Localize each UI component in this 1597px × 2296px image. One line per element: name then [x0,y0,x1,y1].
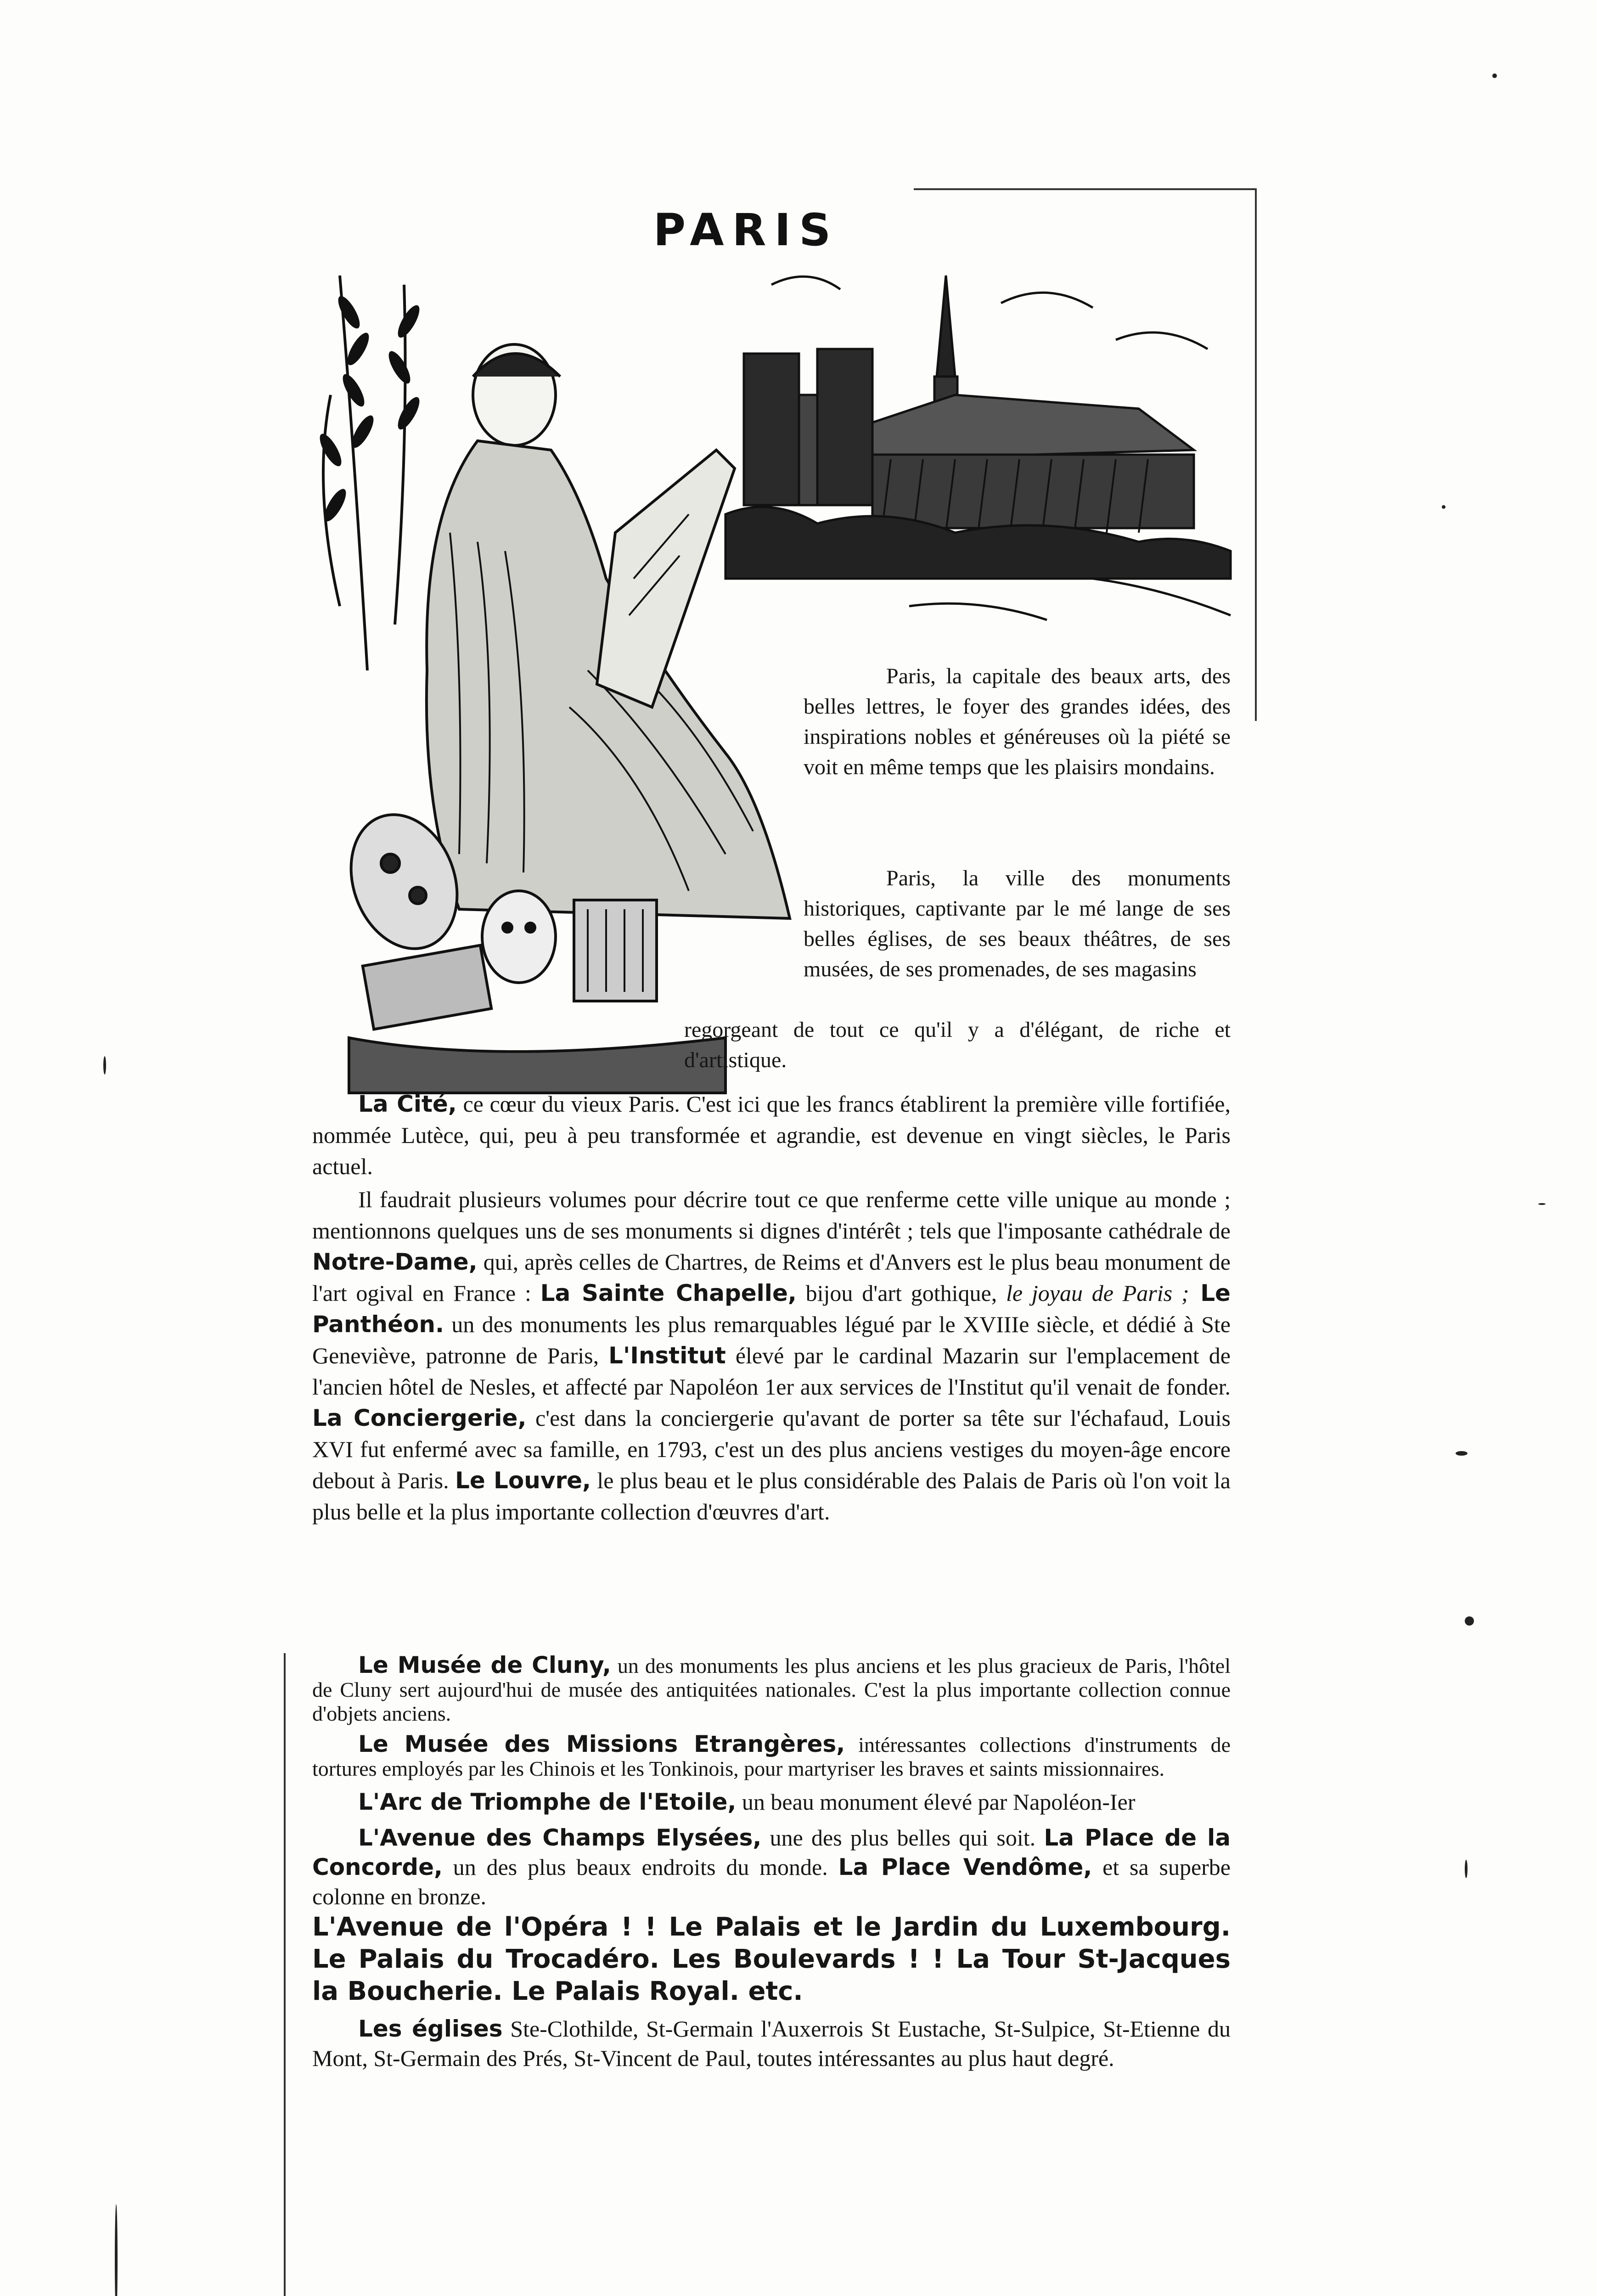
institut-heading: L'Institut [608,1342,726,1369]
vendome-heading: La Place Vendôme, [838,1854,1092,1880]
missions-heading: Le Musée des Missions Etrangères, [358,1731,845,1757]
arc-heading: L'Arc de Triomphe de l'Etoile, [358,1789,737,1815]
intro-text-2b: regorgeant de tout ce qu'il y a d'élégant, de riche et d'artistique. [684,1018,1231,1072]
monuments-text-f: c'est dans la conciergerie qu'avant de porter sa tête sur l'échafaud, Louis XVI fut enfermé avec sa famille, en 1793, c'est un des plus anciens vestiges du moyen-âge encore debout à Paris. [312,1405,1231,1493]
eglises-heading: Les églises [358,2015,503,2042]
frame-left-rule [284,1653,286,2296]
arc-paragraph [312,1787,1231,1817]
speck [1456,1451,1468,1456]
monuments-text-e: élevé par le cardinal Mazarin sur l'emplacement de l'ancien hôtel de Nesles, et affecté par Napoléon 1er aux services de l'Institut qu'il venait de fonder. [312,1343,1231,1400]
conciergerie-heading: La Conciergerie, [312,1405,527,1431]
cite-heading: La Cité, [358,1091,457,1117]
monuments-text-b: qui, après celles de Chartres, de Reims et d'Anvers est le plus beau monument de l'art ogival en France : [312,1249,1231,1306]
intro-paragraph-2-continued [684,1015,1231,1077]
notre-dame-cathedral-engraving [725,276,1231,620]
musees-section [312,1653,1231,2079]
speck [115,2204,118,2296]
speck [1538,1203,1546,1205]
vendome-text: et sa superbe colonne en bronze. [312,1854,1231,1909]
monuments-text-a: Il faudrait plusieurs volumes pour décrire tout ce que renferme cette ville unique au monde ; mentionnons quelques uns de ses monuments si dignes d'intérêt ; tels que l'imposante cathédrale de [312,1187,1231,1244]
eglises-paragraph [312,2014,1231,2073]
frame-right-rule [1255,188,1257,721]
speck [1442,505,1445,509]
speck [1465,1616,1474,1626]
pantheon-heading: Le Panthéon. [312,1280,1231,1338]
eglises-text: Ste-Clothilde, St-Germain l'Auxerrois St Eustache, St-Sulpice, St-Etienne du Mont, St-Germain des Prés, St-Vincent de Paul, toutes intéressantes au plus haut degré. [312,2016,1231,2071]
concorde-heading: La Place de la Concorde, [312,1824,1231,1880]
champs-elysees-text: une des plus belles qui soit. [761,1825,1044,1851]
landmarks-list: L'Avenue de l'Opéra ! ! Le Palais et le Jardin du Luxembourg. Le Palais du Trocadéro. Les Boulevards ! ! La Tour St-Jacques la Boucherie. Le Palais Royal. etc. [312,1912,1231,2006]
intro-paragraph-1 [804,661,1231,784]
intro-text-1: Paris, la capitale des beaux arts, des belles lettres, le foyer des grandes idées, des inspirations nobles et généreuses où la piété se voit en même temps que les plaisirs mondains. [804,664,1231,779]
cite-text: ce cœur du vieux Paris. C'est ici que les francs établirent la première ville fortifiée, nommée Lutèce, qui, peu à peu transformée et agrandie, est devenue en vingt siècles, le Paris actuel. [312,1091,1231,1179]
cluny-text: un des monuments les plus anciens et les plus gracieux de Paris, l'hôtel de Cluny sert aujourd'hui de musée des antiquitées nationales. C'est la plus importante collection connue d'objets anciens. [312,1654,1231,1725]
joyau-text: le joyau de Paris ; [1006,1280,1189,1306]
intro-text-2a: Paris, la ville des monuments historiques, captivante par le mé lange de ses belles églises, de ses beaux théâtres, de ses musées, de ses promenades, de ses magasins [804,866,1231,981]
concorde-text: un des plus beaux endroits du monde. [442,1854,838,1880]
avenue-paragraph [312,1823,1231,2008]
muse-figure [427,344,790,918]
speck [1492,73,1497,78]
sainte-chapelle-heading: La Sainte Chapelle, [540,1280,797,1306]
cluny-heading: Le Musée de Cluny, [358,1652,611,1678]
notre-dame-heading: Notre-Dame, [312,1249,478,1275]
monuments-text-d: un des monuments les plus remarquables légué par le XVIIIe siècle, et dédié à Ste Geneviève, patronne de Paris, [312,1311,1231,1368]
intro-paragraph-2 [804,863,1231,986]
missions-paragraph [312,1732,1231,1781]
speck [103,1056,106,1075]
main-body [312,1088,1231,1529]
monuments-text-c: bijou d'art gothique, [796,1280,1006,1306]
missions-text: intéressantes collections d'instruments de tortures employés par les Chinois et les Tonkinois, pour martyriser les braves et saints missionnaires. [312,1733,1231,1780]
laurel-branches [316,276,423,670]
arc-text: un beau monument élevé par Napoléon-Ier [736,1789,1136,1815]
page-title: PARIS [653,204,839,256]
monuments-paragraph [312,1184,1231,1527]
louvre-heading: Le Louvre, [455,1467,591,1494]
cite-paragraph [312,1088,1231,1182]
champs-elysees-heading: L'Avenue des Champs Elysées, [358,1824,762,1851]
speck [1465,1860,1468,1878]
monuments-text-g: le plus beau et le plus considérable des Palais de Paris où l'on voit la plus belle et la plus importante collection d'œuvres d'art. [312,1468,1231,1525]
cluny-paragraph [312,1653,1231,1726]
frame-top-rule [914,188,1256,190]
